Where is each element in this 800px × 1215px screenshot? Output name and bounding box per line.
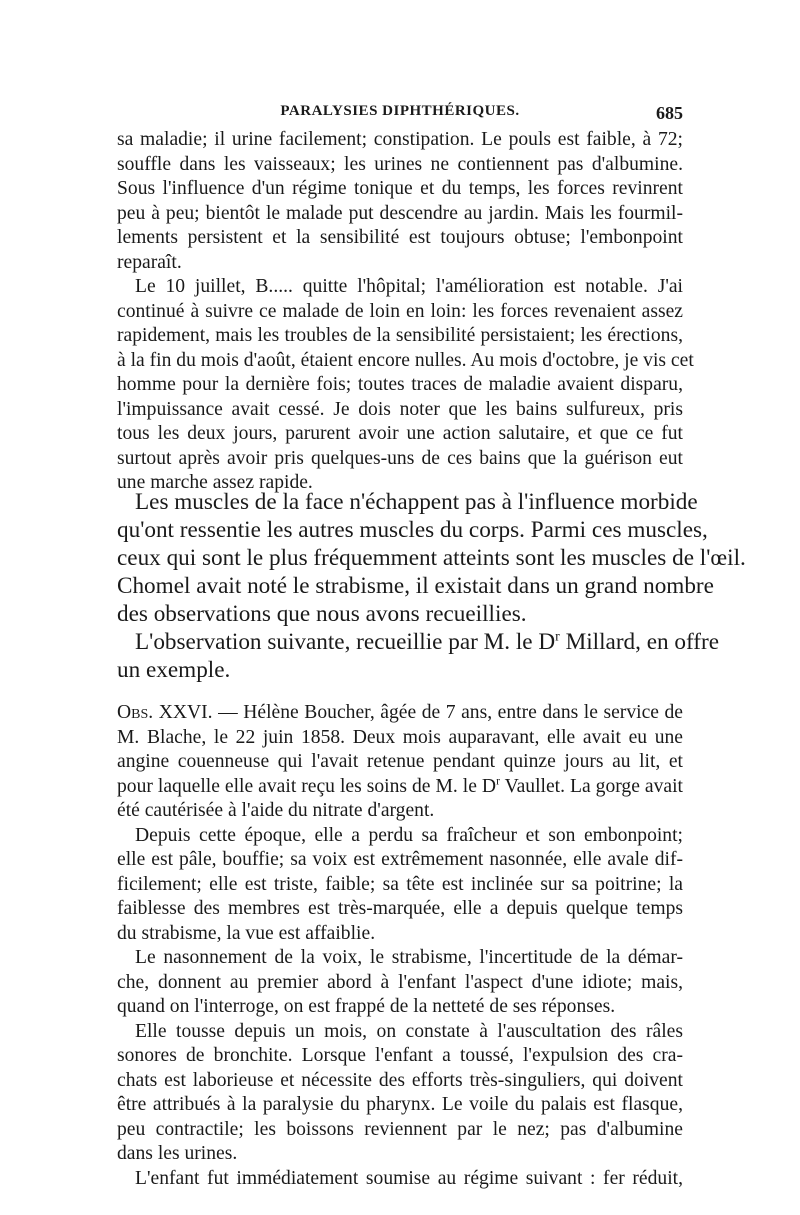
text-line: peu à peu; bientôt le malade put descendre au jardin. Mais les fourmil- — [117, 202, 683, 224]
text-line: reparaît. — [117, 251, 182, 273]
observation-label: Obs. XXVI. — [117, 702, 213, 723]
text-line: sa maladie; il urine facilement; constipation. Le pouls est faible, à 72; — [117, 129, 683, 150]
text-line: chats est laborieuse et nécessite des efforts très-singuliers, qui doivent — [117, 1069, 683, 1091]
observation-xxvi — [117, 701, 683, 1191]
body-paragraphs — [117, 488, 746, 684]
text-line: été cautérisée à l'aide du nitrate d'argent. — [117, 800, 435, 821]
superscript: r — [496, 773, 500, 787]
text-segment: Vaullet. La gorge avait — [499, 775, 683, 797]
text-line: du strabisme, la vue est affaiblie. — [117, 922, 376, 944]
text-line: continué à suivre ce malade de loin en loin: les forces revenaient assez — [117, 300, 683, 322]
text-line: un exemple. — [117, 657, 231, 683]
text-line: rapidement, mais les troubles de la sensibilité persistaient; les érections, — [117, 325, 683, 346]
text-line: Le 10 juillet, B..... quitte l'hôpital; l'amélioration est notable. J'ai — [135, 276, 683, 297]
text-segment: pour laquelle elle avait reçu les soins de M. le D — [117, 775, 497, 797]
text-line: Elle tousse depuis un mois, on constate à l'auscultation des râles — [135, 1020, 683, 1042]
text-line: dans les urines. — [117, 1143, 238, 1164]
text-line: tous les deux jours, parurent avoir une action salutaire, et que ce fut — [117, 423, 683, 444]
text-line: qu'ont ressentie les autres muscles du corps. Parmi ces muscles, — [117, 517, 708, 543]
text-line: quand on l'interroge, on est frappé de la netteté de ses réponses. — [117, 996, 616, 1017]
running-title: PARALYSIES DIPHTHÉRIQUES. — [280, 103, 520, 119]
case-continuation — [117, 128, 694, 496]
text-line: elle est pâle, bouffie; sa voix est extrêmement nasonnée, elle avale dif- — [117, 849, 683, 870]
page-header — [117, 103, 683, 125]
text-line: Depuis cette époque, elle a perdu sa fraîcheur et son embonpoint; — [135, 824, 683, 846]
text-segment: L'observation suivante, recueillie par M. le D — [135, 629, 556, 655]
text-line: M. Blache, le 22 juin 1858. Deux mois auparavant, elle avait eu une — [117, 726, 683, 748]
text-line: homme pour la dernière fois; toutes traces de maladie avaient disparu, — [117, 374, 683, 395]
text-line: l'impuissance avait cessé. Je dois noter que les bains sulfureux, pris — [117, 398, 683, 420]
superscript: r — [555, 629, 560, 645]
text-line: être attribués à la paralysie du pharynx. Le voile du palais est flasque, — [117, 1094, 683, 1115]
text-segment: — Hélène Boucher, âgée de 7 ans, entre dans le service de — [212, 702, 683, 723]
text-line: sonores de bronchite. Lorsque l'enfant a toussé, l'expulsion des cra- — [117, 1045, 683, 1066]
text-line — [117, 701, 683, 726]
text-line — [117, 775, 683, 800]
text-line: ficilement; elle est triste, faible; sa tête est inclinée sur sa poitrine; la — [117, 873, 683, 895]
text-line: Le nasonnement de la voix, le strabisme, l'incertitude de la démar- — [135, 947, 683, 968]
text-line: L'enfant fut immédiatement soumise au régime suivant : fer réduit, — [135, 1167, 683, 1189]
text-line: souffle dans les vaisseaux; les urines ne contiennent pas d'albumine. — [117, 153, 683, 175]
text-line: che, donnent au premier abord à l'enfant l'aspect d'une idiote; mais, — [117, 971, 683, 993]
text-line: Les muscles de la face n'échappent pas à l'influence morbide — [135, 489, 698, 515]
text-line — [117, 628, 720, 656]
text-line: une marche assez rapide. — [117, 472, 313, 493]
text-line: ceux qui sont le plus fréquemment atteints sont les muscles de l'œil. — [117, 545, 746, 571]
text-line: faiblesse des membres est très-marquée, elle a depuis quelque temps — [117, 898, 683, 919]
text-segment: Millard, en offre — [559, 629, 720, 655]
text-line: angine couenneuse qui l'avait retenue pendant quinze jours au lit, et — [117, 751, 683, 772]
text-line: des observations que nous avons recueillies. — [117, 601, 527, 627]
text-line: lements persistent et la sensibilité est toujours obtuse; l'embonpoint — [117, 227, 683, 248]
text-line: peu contractile; les boissons reviennent par le nez; pas d'albumine — [117, 1118, 683, 1140]
page-number: 685 — [656, 103, 683, 123]
text-line: surtout après avoir pris quelques-uns de ces bains que la guérison eut — [117, 447, 683, 469]
text-line: à la fin du mois d'août, étaient encore nulles. Au mois d'octobre, je vis cet — [117, 349, 694, 371]
text-line: Sous l'influence d'un régime tonique et du temps, les forces revinrent — [117, 178, 683, 199]
text-line: Chomel avait noté le strabisme, il existait dans un grand nombre — [117, 573, 714, 599]
